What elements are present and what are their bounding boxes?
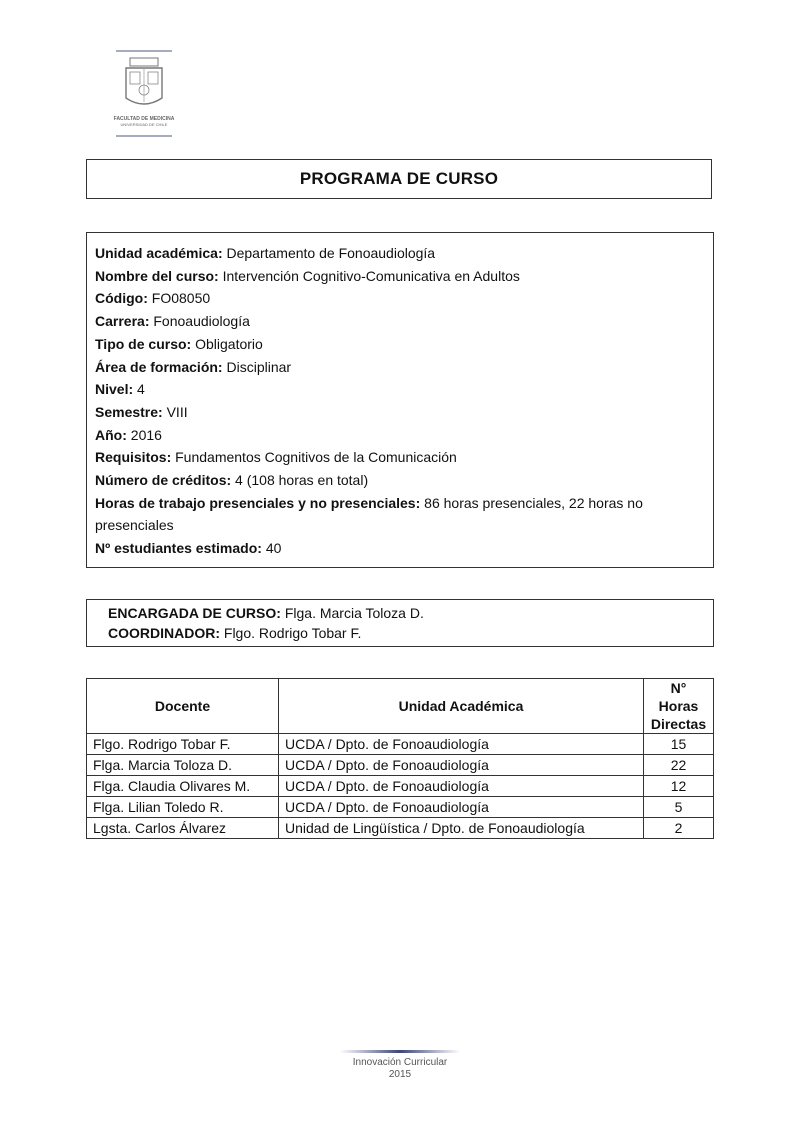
- info-label: Código:: [95, 290, 148, 307]
- info-label: Semestre:: [95, 403, 163, 420]
- table-row: [87, 734, 714, 755]
- header-docente: Docente: [87, 679, 279, 734]
- info-value: Fonoaudiología: [153, 313, 250, 330]
- docente-cell: Flga. Lilian Toledo R.: [87, 797, 279, 818]
- docente-cell: Lgsta. Carlos Álvarez: [87, 818, 279, 839]
- footer-line-2: 2015: [388, 1069, 412, 1080]
- info-label: Nivel:: [95, 381, 134, 398]
- encargada-label: ENCARGADA DE CURSO:: [108, 605, 281, 621]
- table-row: [87, 755, 714, 776]
- info-value: Intervención Cognitivo-Comunicativa en Adultos: [222, 267, 520, 284]
- info-value: Fundamentos Cognitivos de la Comunicación: [175, 449, 457, 466]
- coordinador-line: [108, 623, 713, 643]
- footer-line-1: Innovación Curricular: [352, 1057, 448, 1068]
- docente-cell: Flgo. Rodrigo Tobar F.: [87, 734, 279, 755]
- course-info-box: [86, 232, 714, 568]
- logo-caption: [104, 116, 184, 128]
- footer: [330, 1057, 470, 1081]
- horas-cell: 15: [644, 734, 714, 755]
- horas-cell: 2: [644, 818, 714, 839]
- docente-cell: Flga. Marcia Toloza D.: [87, 755, 279, 776]
- info-horas: [95, 492, 713, 537]
- info-codigo: [95, 287, 713, 310]
- horas-cell: 22: [644, 755, 714, 776]
- info-value: Disciplinar: [226, 358, 292, 375]
- info-value: Obligatorio: [195, 335, 263, 352]
- encargada-value: Flga. Marcia Toloza D.: [284, 605, 424, 621]
- table-row: [87, 797, 714, 818]
- coordinador-value: Flgo. Rodrigo Tobar F.: [223, 625, 362, 641]
- logo-line-1: FACULTAD DE MEDICINA: [113, 116, 175, 122]
- unidad-cell: Unidad de Lingüística / Dpto. de Fonoaudiología: [279, 818, 644, 839]
- info-label: Área de formación:: [95, 358, 223, 375]
- info-value: 2016: [130, 426, 162, 443]
- unidad-cell: UCDA / Dpto. de Fonoaudiología: [279, 776, 644, 797]
- info-label: Carrera:: [95, 313, 150, 330]
- horas-cell: 12: [644, 776, 714, 797]
- course-staff-box: [86, 599, 714, 647]
- coordinador-label: COORDINADOR:: [108, 625, 220, 641]
- info-value: VIII: [166, 403, 188, 420]
- page-title: PROGRAMA DE CURSO: [86, 159, 712, 199]
- unidad-cell: UCDA / Dpto. de Fonoaudiología: [279, 755, 644, 776]
- info-label: Año:: [95, 426, 127, 443]
- info-value: FO08050: [151, 290, 211, 307]
- table-row: [87, 818, 714, 839]
- info-value: 86 horas presenciales, 22 horas no presenciales: [95, 494, 643, 534]
- info-value: 4: [137, 381, 145, 398]
- info-label: Unidad académica:: [95, 245, 223, 261]
- logo-line-2: UNIVERSIDAD DE CHILE: [120, 122, 168, 127]
- info-label: Nombre del curso:: [95, 267, 219, 284]
- info-nombre: [95, 265, 713, 288]
- info-value: 40: [265, 540, 282, 557]
- docente-cell: Flga. Claudia Olivares M.: [87, 776, 279, 797]
- encargada-line: [108, 603, 713, 623]
- info-label: Número de créditos:: [95, 472, 232, 489]
- info-area: [95, 356, 713, 379]
- footer-divider: [340, 1050, 460, 1053]
- info-label: Nº estudiantes estimado:: [95, 540, 262, 557]
- unidad-cell: UCDA / Dpto. de Fonoaudiología: [279, 734, 644, 755]
- info-label: Horas de trabajo presenciales y no presenciales:: [95, 494, 421, 511]
- info-estudiantes: [95, 537, 713, 560]
- header-unidad: Unidad Académica: [279, 679, 644, 734]
- info-creditos: [95, 469, 713, 492]
- unidad-cell: UCDA / Dpto. de Fonoaudiología: [279, 797, 644, 818]
- info-label: Tipo de curso:: [95, 335, 192, 352]
- docentes-table: [86, 678, 714, 839]
- info-ano: [95, 424, 713, 447]
- info-nivel: [95, 378, 713, 401]
- table-header-row: [87, 679, 714, 734]
- info-carrera: [95, 310, 713, 333]
- info-requisitos: [95, 446, 713, 469]
- info-unidad: [95, 242, 713, 265]
- info-tipo: [95, 333, 713, 356]
- header-horas: N° Horas Directas: [644, 679, 714, 734]
- info-semestre: [95, 401, 713, 424]
- info-value: 4 (108 horas en total): [235, 472, 369, 489]
- table-row: [87, 776, 714, 797]
- horas-cell: 5: [644, 797, 714, 818]
- info-label: Requisitos:: [95, 449, 172, 466]
- info-value: Departamento de Fonoaudiología: [226, 245, 436, 261]
